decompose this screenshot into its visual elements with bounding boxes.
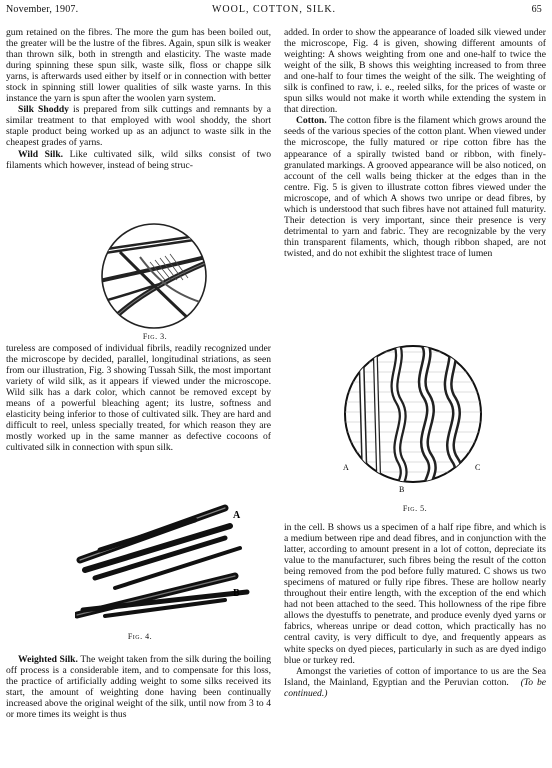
paragraph-weighted-silk: Weighted Silk. The weight taken from the silk during the boiling off process is a considerable item, and to compensate for this loss, the practice of artificially adding weight to some silks received its start, the amount of weighting done having been continually increased above the original weight of the silk, until now from 3 to 4 or more times its weight is thus: [6, 654, 271, 721]
paragraph-silk-shoddy: Silk Shoddy is prepared from silk cuttings and remnants by a similar treatment to that employed with wool shoddy, the short staple product being worked up as an adjunct to waste silk in the cheapest grades of yarns.: [6, 104, 271, 149]
page-number: 65: [531, 4, 542, 15]
paragraph-cotton-varieties: Amongst the varieties of cotton of importance to us are the Sea Island, the Mainland, Egyptian and the Peruvian cotton. (To be continued.): [284, 665, 546, 699]
to-be-continued: (To be continued.): [284, 676, 546, 699]
right-column-top: [284, 27, 546, 259]
paragraph-loaded-silk: added. In order to show the appearance of loaded silk viewed under the microscope, Fig. 4 is given, showing different amounts of weighting: A shows weighting from one and one-half to twice the weight of the silk, B shows this weighting increased to from three and one-half to four times the weight of the silk. The weighting of silk is confined to raw, i. e., reeled silks, for the prices of waste or spun silks would not make it worth while extending the system in that direction.: [284, 27, 546, 116]
fig5-cotton-fibre-micrograph: [341, 342, 486, 494]
right-column-bottom: [284, 522, 546, 699]
fig5-label-b: B: [399, 485, 405, 494]
fig4-caption: Fig. 4.: [127, 632, 153, 641]
fig3-tussah-silk-micrograph: [100, 222, 208, 330]
heading-silk-shoddy: Silk Shoddy: [18, 104, 69, 116]
paragraph-gum: gum retained on the fibres. The more the gum has been boiled out, the greater will be the lustre of the fibres. Again, spun silk is weaker than thrown silk, both in strength and elasticity. The waste made during spinning these spun silk, waste silk, floss or chappe silk yarns, is afterwards used either by itself or in connection with better stock in spinning still lower qualities of silk waste yarns. In this instance the yarn is spun after the woolen yarn system.: [6, 27, 271, 105]
running-header: [6, 4, 542, 18]
fig5-label-a: A: [343, 463, 349, 472]
paragraph-cotton: Cotton. The cotton fibre is the filament which grows around the seeds of the various species of the cotton plant. When viewed under the microscope, the fully matured or ripe cotton fibre has the appearance of a spirally twisted band or ribbon, with finely-granulated markings. A grooved appearance will be also noticed, on account of the cell walls being thicker at the edges than in the centre. Fig. 5 is given to illustrate cotton fibres viewed under the microscope, and of which A shows two unripe or dead fibres, by which is understood that such fibres have not attained full maturity. Their detection is very important, since their presence is very detrimental to yarn and fabric. They are recognizable by the very thin transparent filaments, which, though ribbon shaped, are not twisted, and do not exhibit the slightest trace of lumen: [284, 115, 546, 259]
heading-cotton: Cotton.: [296, 115, 327, 127]
left-column-middle: [6, 343, 271, 453]
left-column-bottom: [6, 654, 271, 720]
heading-wild-silk: Wild Silk.: [18, 148, 64, 160]
left-column-top: [6, 27, 271, 171]
fig4-weighted-silk-micrograph: [75, 498, 250, 620]
fig4-label-b: B: [233, 588, 240, 599]
paragraph-wild-silk-cont: tureless are composed of individual fibrils, readily recognized under the microscope by decided, parallel, longitudinal striations, as seen from our illustration, Fig. 3 showing Tussah Silk, the most important variety of wild silk, as it appears if viewed under the microscope. Wild silk has a dark color, which cannot be removed except by means of a powerful bleaching agent; its lustre, softness and elasticity being inferior to those of cultivated silk. They are hard and difficult to reel, unless specially treated, for which reason they are mostly worked up in the same manner as defective cocoons of cultivated silk in connection with spun silk.: [6, 343, 271, 454]
journal-title: WOOL, COTTON, SILK.: [211, 4, 337, 15]
paragraph-cotton-cont: in the cell. B shows us a specimen of a half ripe fibre, and which is a medium between ripe and dead fibres, and in conjunction with the latter, according to amount present in a lot of cotton, depreciate its value to the manufacturer, such fibres being the result of the cotton being removed from the pod before fully matured. C shows us two specimens of matured or fully ripe fibres. These are hollow nearly throughout their entire length, with the exception of the end which had not been attached to the seed. This hollowness of the ripe fibre allows the dyestuffs to penetrate, and produce evenly dyed yarns or fabrics, whereas unripe or dead cotton, which practically has no central cavity, is very difficult to dye, and frequently appears as white specks on dyed pieces, particularly in such as are dyed indigo blue or turkey red.: [284, 522, 546, 666]
fig5-label-c: C: [475, 463, 481, 472]
paragraph-wild-silk: Wild Silk. Like cultivated silk, wild silks consist of two filaments which however, instead of being struc-: [6, 148, 271, 171]
issue-date: November, 1907.: [6, 4, 79, 15]
heading-weighted-silk: Weighted Silk.: [18, 654, 78, 665]
fig3-caption: Fig. 3.: [142, 332, 168, 341]
fig5-caption: Fig. 5.: [402, 504, 428, 513]
fig4-label-a: A: [233, 510, 241, 521]
